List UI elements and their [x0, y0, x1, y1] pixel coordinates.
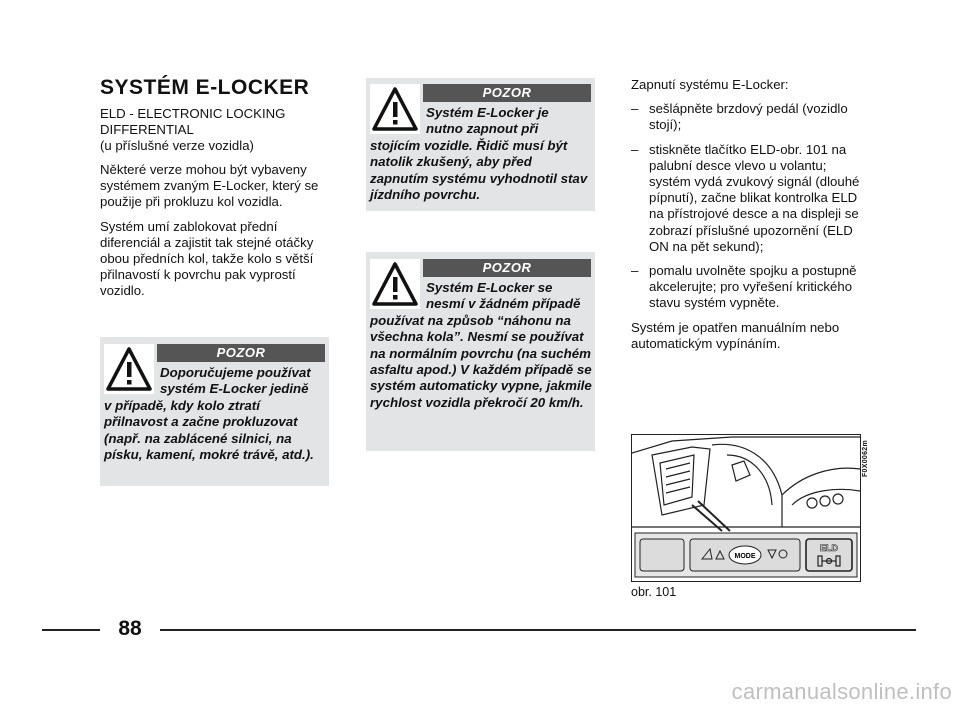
warning-text [104, 365, 326, 463]
warning-body: stojícím vozidle. Řidič musí být natolik zkušený, aby před zapnutím systému vyhodnotil stav jízdního povrchu. [370, 137, 588, 203]
warning-body: používat na způsob “náhonu na všechna kola”. Nesmí se používat na normálním povrchu (na suchém asfaltu apod.) V každém případě se systém automaticky vypne, jakmile rychlost vozidla překročí 20 km/h. [370, 312, 592, 410]
figure-caption: obr. 101 [631, 585, 677, 599]
step-text: stiskněte tlačítko ELD-obr. 101 na palubní desce vlevo u volantu; systém vydá zvukový signál (dlouhé pípnutí), začne blikat kontrolka ELD na přístrojové desce a na displeji se zobrazí příslušné upozornění (ELD ON na pět sekund); [649, 141, 860, 254]
warning-line: nesmí v žádném případě [426, 296, 581, 312]
warning-text [370, 105, 592, 203]
steps-list [631, 101, 861, 311]
watermark: carmanualsonline.info [731, 679, 952, 704]
subtitle-line: DIFFERENTIAL [100, 122, 194, 138]
eld-button-label: ELD [820, 543, 838, 553]
intro-text [100, 162, 340, 308]
warning-box [366, 252, 595, 451]
paragraph: Systém umí zablokovat přední diferenciál a zajistit tak stejné otáčky obou předních kol, takže kolo s větší přilnavostí k povrchu pak vyprostí vozidlo. [100, 218, 314, 299]
figure-illustration [631, 434, 861, 582]
dashboard-drawing [632, 435, 860, 581]
footer-rule-right [160, 629, 916, 631]
list-item [631, 101, 861, 133]
step-text: sešlápněte brzdový pedál (vozidlo stojí); [649, 101, 848, 133]
warning-box [100, 337, 329, 486]
instructions-intro: Zapnutí systému E-Locker: [631, 77, 789, 92]
paragraph: Některé verze mohou být vybaveny systémem zvaným E-Locker, který se použije při prokluzu kol vozidla. [100, 162, 319, 210]
warning-header: POZOR [157, 344, 325, 362]
section-title: SYSTÉM E-LOCKER [100, 76, 310, 99]
warning-line: Systém E-Locker je [426, 105, 549, 120]
mode-button-label: MODE [734, 553, 756, 560]
dash-marker: – [631, 101, 639, 117]
warning-line: Doporučujeme používat [160, 365, 311, 380]
figure-code: F0X0062m [862, 440, 869, 478]
page-number: 88 [118, 617, 142, 640]
warning-line: Systém E-Locker se [426, 280, 553, 295]
instructions-outro: Systém je opatřen manuálním nebo automatickým vypínáním. [631, 319, 840, 351]
subtitle-line: (u příslušné verze vozidla) [100, 138, 254, 154]
warning-header: POZOR [423, 259, 591, 277]
dash-marker: – [631, 263, 639, 279]
warning-box [366, 78, 595, 211]
instructions [631, 77, 861, 360]
list-item [631, 263, 861, 312]
warning-header: POZOR [423, 84, 591, 102]
warning-body: v případě, kdy kolo ztratí přilnavost a začne prokluzovat (např. na zablácené silnici, na písku, kamení, mokré trávě, atd.). [104, 397, 314, 463]
step-text: pomalu uvolněte spojku a postupně akcelerujte; pro vyřešení kritického stavu systém vypněte. [649, 263, 857, 311]
subtitle-line: ELD - ELECTRONIC LOCKING [100, 106, 286, 121]
warning-line: systém E-Locker jedině [160, 381, 309, 397]
list-item [631, 142, 861, 255]
warning-text [370, 280, 593, 411]
section-subtitle [100, 106, 340, 155]
dash-marker: – [631, 141, 639, 157]
warning-line: nutno zapnout při [426, 121, 539, 137]
footer-rule-left [42, 629, 100, 631]
